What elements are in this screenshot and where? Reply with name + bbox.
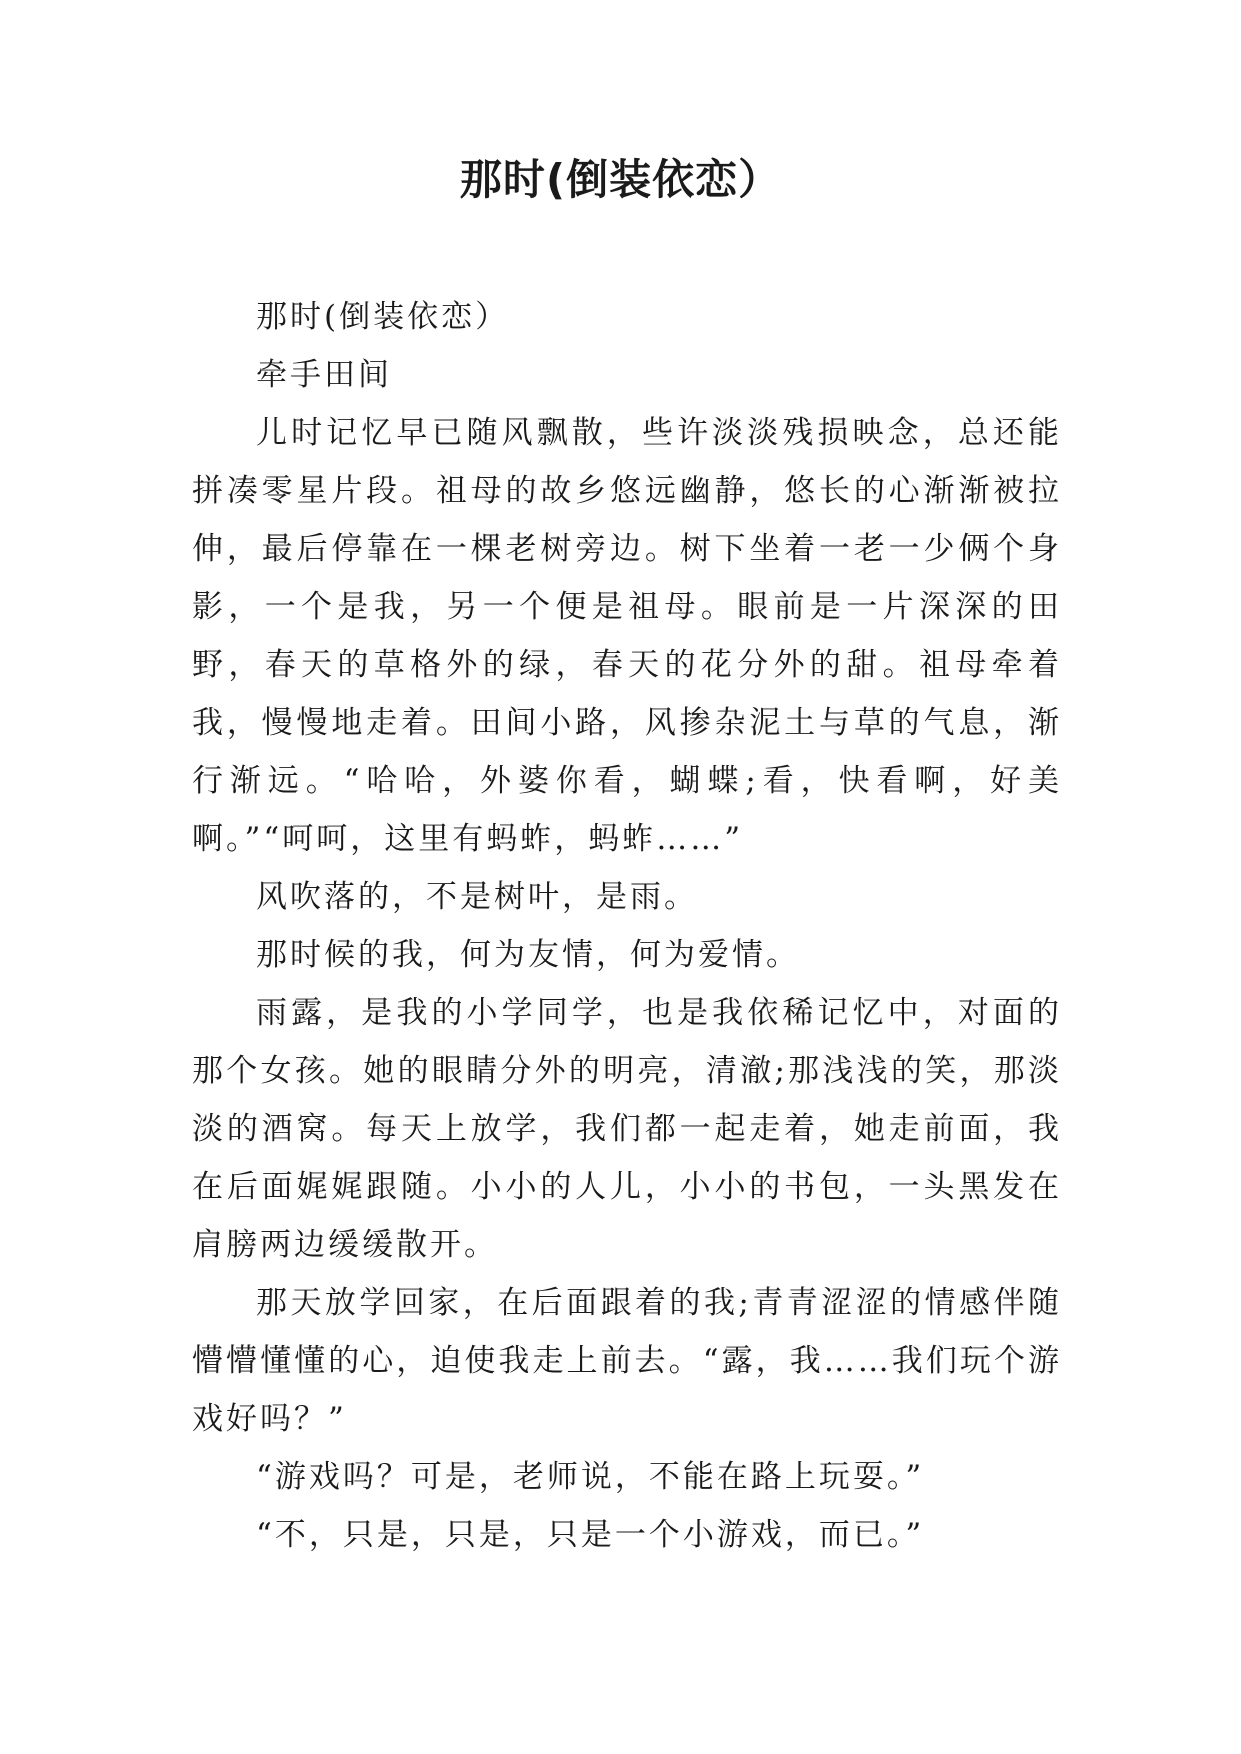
paragraph: 雨露，是我的小学同学，也是我依稀记忆中，对面的那个女孩。她的眼睛分外的明亮，清澈;那浅浅的笑，那淡淡的酒窝。每天上放学，我们都一起走着，她走前面，我在后面娓娓跟随。小小的人儿，小小的书包，一头黑发在肩膀两边缓缓散开。 [192, 995, 1062, 1263]
paragraph-section-heading: 牵手田间 [256, 357, 392, 393]
paragraph: “游戏吗？可是，老师说，不能在路上玩耍。” [256, 1459, 925, 1495]
document-title: 那时(倒装依恋） [459, 155, 782, 204]
paragraph: 儿时记忆早已随风飘散，些许淡淡残损映念，总还能拼凑零星片段。祖母的故乡悠远幽静，悠长的心渐渐被拉伸，最后停靠在一棵老树旁边。树下坐着一老一少俩个身影，一个是我，另一个便是祖母。眼前是一片深深的田野，春天的草格外的绿，春天的花分外的甜。祖母牵着我，慢慢地走着。田间小路，风掺杂泥土与草的气息，渐行渐远。“哈哈，外婆你看，蝴蝶;看，快看啊，好美啊。”“呵呵，这里有蚂蚱，蚂蚱……” [192, 415, 1062, 857]
document-body [192, 288, 1062, 1564]
paragraph-subtitle: 那时(倒装依恋） [256, 299, 510, 335]
paragraph: 那时候的我，何为友情，何为爱情。 [256, 937, 800, 973]
paragraph: “不，只是，只是，只是一个小游戏，而已。” [256, 1517, 925, 1553]
paragraph: 那天放学回家，在后面跟着的我;青青涩涩的情感伴随懵懵懂懂的心，迫使我走上前去。“露，我……我们玩个游戏好吗？” [192, 1285, 1062, 1437]
paragraph: 风吹落的，不是树叶，是雨。 [256, 879, 698, 915]
